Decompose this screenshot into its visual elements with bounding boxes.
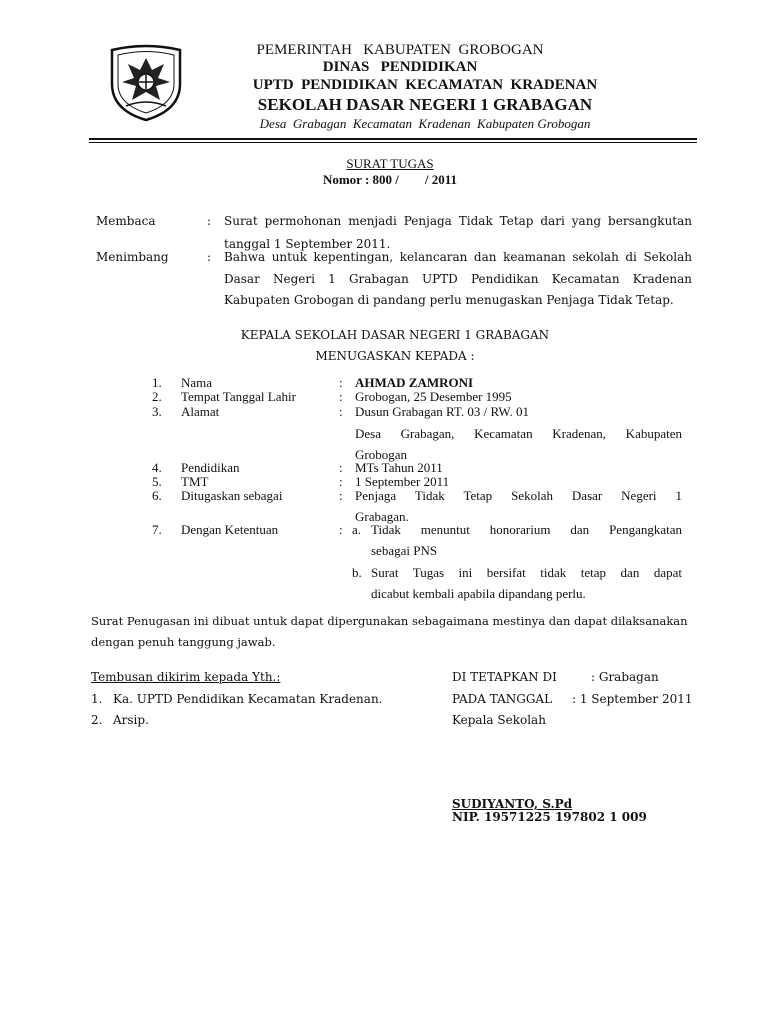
detail-label: Ditugaskan sebagai [181,488,283,503]
detail-colon: : [339,389,343,404]
membaca-text-line2: tanggal 1 September 2011. [224,237,391,251]
letter-title: SURAT TUGAS [346,156,434,171]
condition-a-line2: sebagai PNS [371,543,438,558]
letterhead-government: PEMERINTAH KABUPATEN GROBOGAN [256,42,544,58]
date-line [452,692,697,708]
detail-no: 2. [152,389,162,404]
cc-item-text: Arsip. [113,713,149,727]
detail-address-value: Dusun Grabagan RT. 03 / RW. 01 [355,404,529,419]
menimbang-text-line2: Dasar Negeri 1 Grabagan UPTD Pendidikan Kecamatan Kradenan [224,272,692,286]
detail-no: 6. [152,488,162,503]
detail-label: Tempat Tanggal Lahir [181,389,296,404]
detail-colon: : [339,404,343,419]
detail-tmt-value: 1 September 2011 [355,474,450,489]
condition-b-line2: dicabut kembali apabila dipandang perlu. [371,586,586,601]
detail-colon: : [339,522,343,537]
signer-role: Kepala Sekolah [452,713,546,727]
detail-label: Pendidikan [181,460,240,475]
header-rule-thin [89,142,697,143]
detail-colon: : [339,488,343,503]
detail-no: 3. [152,404,162,419]
assignment-subheading: MENUGASKAN KEPADA : [315,349,475,363]
detail-label: TMT [181,474,209,489]
detail-role-line2: Grabagan. [355,509,409,524]
date-label: PADA TANGGAL [452,692,553,706]
membaca-label: Membaca [96,214,156,228]
condition-b-mark: b. [352,565,362,580]
signer-name: SUDIYANTO, S.Pd [452,797,573,811]
letter-number: Nomor : 800 / / 2011 [322,172,458,187]
detail-address-line3: Grobogan [355,447,407,462]
signer-nip: NIP. 19571225 197802 1 009 [452,810,647,824]
cc-item-no: 2. [91,713,103,727]
condition-b-line1: Surat Tugas ini bersifat tidak tetap dan dapat [371,565,682,580]
closing-line2: dengan penuh tanggung jawab. [91,635,276,649]
cc-item-text: Ka. UPTD Pendidikan Kecamatan Kradenan. [113,692,383,706]
detail-no: 4. [152,460,162,475]
detail-no: 1. [152,375,162,390]
menimbang-text-line3: Kabupaten Grobogan di pandang perlu menugaskan Penjaga Tidak Tetap. [224,293,674,307]
menimbang-label: Menimbang [96,250,169,264]
assignment-heading: KEPALA SEKOLAH DASAR NEGERI 1 GRABAGAN [240,328,550,342]
detail-colon: : [339,460,343,475]
detail-education-value: MTs Tahun 2011 [355,460,443,475]
membaca-colon: : [207,214,212,228]
detail-role-value: Penjaga Tidak Tetap Sekolah Dasar Negeri 1 [355,488,682,503]
detail-label: Nama [181,375,213,390]
closing-line1: Surat Penugasan ini dibuat untuk dapat dipergunakan sebagaimana mestinya dan dapat dilaksanakan [91,614,688,628]
detail-colon: : [339,375,343,390]
cc-item-no: 1. [91,692,103,706]
regency-emblem-icon [106,40,186,124]
letterhead-school: SEKOLAH DASAR NEGERI 1 GRABAGAN [257,95,593,114]
detail-no: 7. [152,522,162,537]
detail-no: 5. [152,474,162,489]
place-value: : Grabagan [591,670,659,684]
detail-label: Dengan Ketentuan [181,522,279,537]
letterhead-uptd: UPTD PENDIDIKAN KECAMATAN KRADENAN [252,77,598,93]
condition-a-line1: Tidak menuntut honorarium dan Pengangkatan [371,522,682,537]
detail-label: Alamat [181,404,220,419]
detail-colon: : [339,474,343,489]
letterhead-department: DINAS PENDIDIKAN [322,59,478,75]
menimbang-text-line1: Bahwa untuk kepentingan, kelancaran dan keamanan sekolah di Sekolah [224,250,692,264]
menimbang-colon: : [207,250,212,264]
cc-heading: Tembusan dikirim kepada Yth.: [91,670,281,684]
date-value: : 1 September 2011 [572,692,693,706]
membaca-text-line1: Surat permohonan menjadi Penjaga Tidak Tetap dari yang bersangkutan [224,214,692,228]
letterhead-address: Desa Grabagan Kecamatan Kradenan Kabupaten Grobogan [259,116,591,131]
detail-name-value: AHMAD ZAMRONI [355,375,474,390]
detail-address-line2: Desa Grabagan, Kecamatan Kradenan, Kabupaten [355,426,682,441]
place-label: DI TETAPKAN DI [452,670,557,684]
condition-a-mark: a. [352,522,362,537]
header-rule-thick [89,138,697,140]
detail-birth-value: Grobogan, 25 Desember 1995 [355,389,512,404]
